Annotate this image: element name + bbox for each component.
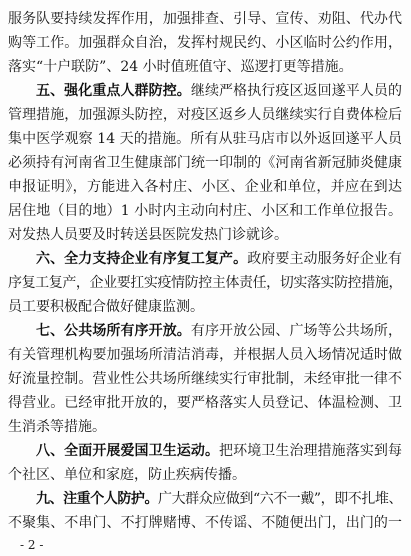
text-line: 序复工复产，企业要扛实疫情防控主体责任，切实落实防控措施， — [8, 275, 402, 291]
text-line: 对发热人员要及时转送县医院发热门诊就诊。 — [8, 227, 288, 243]
paragraph — [8, 319, 402, 439]
text-line: 管理措施，加强源头防控，对疫区返乡人员继续实行自费体检后 — [8, 107, 402, 123]
section-heading: 八、全面开展爱国卫生运动。 — [36, 443, 220, 459]
text-line: 有关管理机构要加强场所清洁消毒，并根据人员入场情况适时做 — [8, 347, 402, 363]
text-line: 集中医学观察 14 天的措施。所有从驻马店市以外返回遂平人员 — [8, 131, 402, 147]
text-line: 必须持有河南省卫生健康部门统一印制的《河南省新冠肺炎健康 — [8, 155, 402, 171]
text-span: 广大群众应做到“六不一戴”，即不扎堆、 — [158, 491, 402, 507]
text-span: 政府要主动服务好企业有 — [247, 251, 402, 267]
text-line: 购等工作。加强群众自治，发挥村规民约、小区临时公约作用， — [8, 35, 402, 51]
text-line — [8, 319, 402, 343]
text-line: 落实“十户联防”、24 小时值班值守、巡逻打更等措施。 — [8, 59, 353, 75]
paragraph — [8, 487, 402, 535]
paragraph — [8, 7, 402, 79]
section-heading: 六、全力支持企业有序复工复产。 — [36, 251, 248, 267]
text-line — [8, 439, 402, 463]
section-heading: 九、注重个人防护。 — [36, 491, 159, 507]
section-heading: 五、强化重点人群防控。 — [36, 83, 191, 99]
text-line: 员工要积极配合做好健康监测。 — [8, 299, 204, 315]
page-number: - 2 - — [20, 538, 44, 552]
text-line: 好流量控制。营业性公共场所继续实行审批制，未经审批一律不 — [8, 371, 402, 387]
document-body — [8, 7, 402, 535]
text-line: 得营业。已经审批开放的，要严格落实人员登记、体温检测、卫 — [8, 395, 402, 411]
paragraph — [8, 79, 402, 247]
text-span: 有序开放公园、广场等公共场所， — [190, 323, 402, 339]
text-line: 个社区、单位和家庭，防止疾病传播。 — [8, 467, 246, 483]
text-line: 服务队要持续发挥作用，加强排查、引导、宣传、劝阻、代办代 — [8, 11, 402, 27]
text-line: 申报证明》，方能进入各村庄、小区、企业和单位，并应在到达 — [8, 179, 402, 195]
text-span: 继续严格执行疫区返回遂平人员的 — [190, 83, 402, 99]
text-span: 把环境卫生治理措施落实到每 — [219, 443, 402, 459]
text-line: 不聚集、不串门、不打牌赌博、不传谣、不随便出门，出门的一 — [8, 515, 402, 531]
text-line — [8, 247, 402, 271]
paragraph — [8, 247, 402, 319]
paragraph — [8, 439, 402, 487]
section-heading: 七、公共场所有序开放。 — [36, 323, 191, 339]
text-line: 生消杀等措施。 — [8, 419, 106, 435]
text-line — [8, 79, 402, 103]
text-line — [8, 487, 402, 511]
text-line: 居住地（目的地）1 小时内主动向村庄、小区和工作单位报告。 — [8, 203, 402, 219]
